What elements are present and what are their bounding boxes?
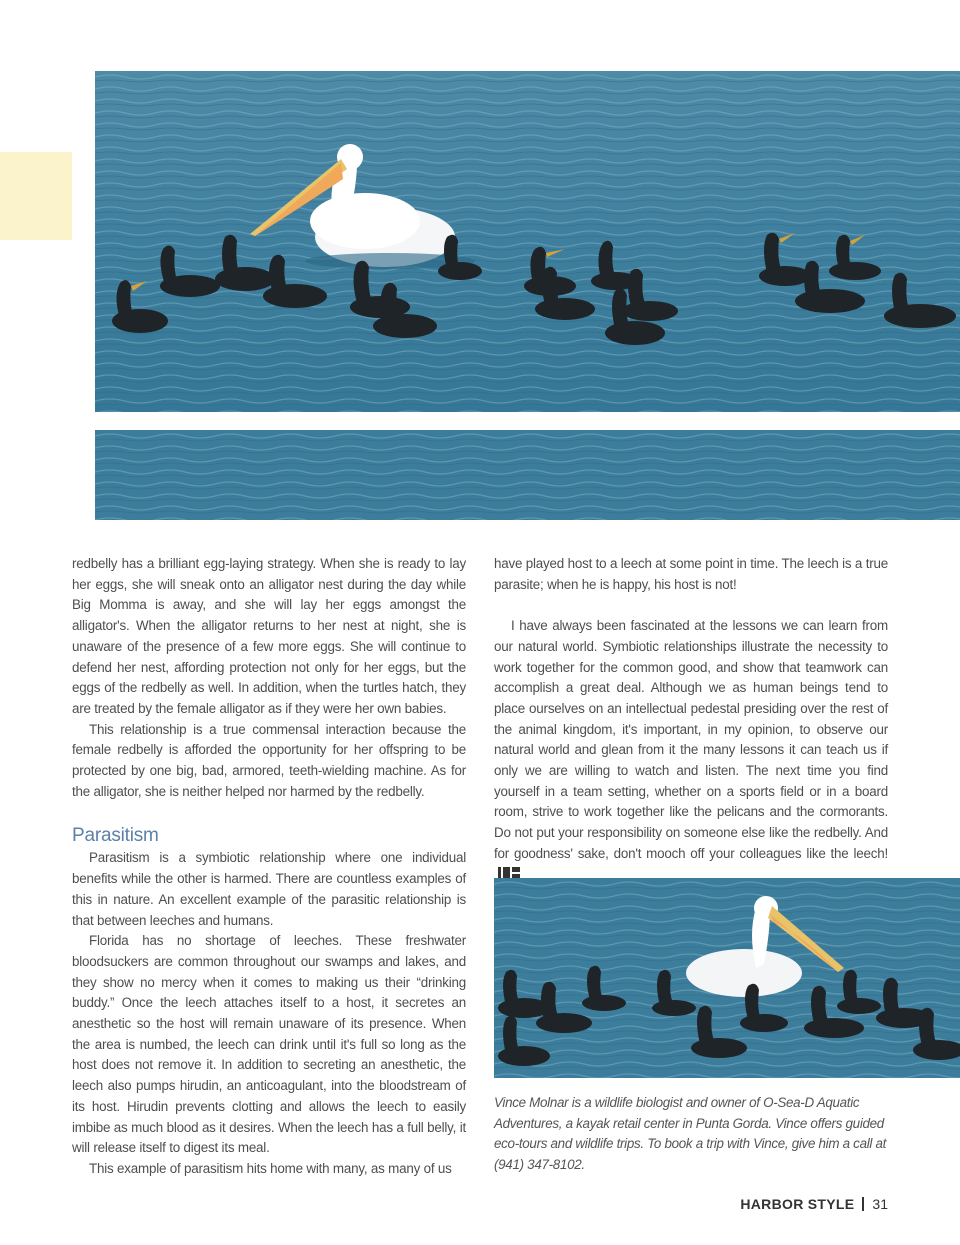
paragraph: redbelly has a brilliant egg-laying strategy. When she is ready to lay her eggs, she will sneak onto an alligator nest during the day while Big Momma is away, and she will lay her eggs amongst the alligator's. When the alligator returns to her nest at night, she is unaware of the presence of a few more eggs. She will continue to defend her nest, affording protection not only for her eggs, but the eggs of the redbelly as well. In addition, when the turtles hatch, they are treated by the female alligator as if they were her own babies. <box>72 556 466 716</box>
paragraph: have played host to a leech at some point in time. The leech is a true parasite; when he is happy, his host is not! <box>494 556 888 592</box>
page-number: 31 <box>872 1196 888 1212</box>
section-heading: Parasitism <box>72 825 159 847</box>
page-footer <box>740 1194 888 1214</box>
page-edge-tab <box>0 152 72 240</box>
paragraph <box>494 616 888 885</box>
paragraph: This relationship is a true commensal interaction because the female redbelly is afforded the opportunity for her offspring to be protected by one big, bad, armored, teeth-wielding machine. As for the alligator, she is neither helped nor harmed by the redbelly. <box>72 721 466 799</box>
right-column <box>494 554 888 885</box>
author-caption: Vince Molnar is a wildlife biologist and owner of O-Sea-D Aquatic Adventures, a kayak retail center in Punta Gorda. Vince offers guided eco-tours and wildlife trips. To book a trip with Vince, give him a call at (941) 347-8102. <box>494 1095 887 1173</box>
paragraph: Parasitism is a symbiotic relationship where one individual benefits while the other is harmed. There are countless examples of this in nature. An excellent example of the parasitic relationship is that between leeches and humans. <box>72 850 466 928</box>
pelican-cormorants-photo <box>95 71 960 412</box>
water-strip-photo <box>95 430 960 520</box>
paragraph: Florida has no shortage of leeches. These freshwater bloodsuckers are common throughout our swamps and lakes, and they show no mercy when it comes to making us their “drinking buddy.” Once the leech attaches itself to a host, it secretes an anesthetic so the host will remain unaware of its presence. When the area is numbed, the leech can drink until it's full so long as the host does not remove it. In addition to secreting an anesthetic, the leech also pumps hirudin, an anticoagulant, into the bloodstream of its host. Hirudin prevents clotting and allows the leech to easily imbibe as much blood as it desires. When the leech has a full belly, it will release itself to digest its meal. <box>72 933 466 1156</box>
pelican-cormorants-small-photo <box>494 878 960 1078</box>
paragraph: This example of parasitism hits home with many, as many of us <box>89 1160 452 1176</box>
paragraph-text: I have always been fascinated at the lessons we can learn from our natural world. Symbiotic relationships illustrate the necessity to work together for the common good, and show that teamwork can accomplish a great deal. Although we as human beings tend to place ourselves on an intellectual pedestal presiding over the rest of the animal kingdom, it's important, in my opinion, to observe our natural world and glean from it the many lessons it can teach us if only we are willing to watch and listen. The next time you find yourself in a team setting, whether on a sports field or in a board room, strive to work together like the pelicans and the cormorants. Do not put your responsibility on someone else like the redbelly. And for goodness' sake, don't mooch off your colleagues like the leech! <box>494 618 888 861</box>
footer-divider <box>862 1197 864 1211</box>
magazine-name: HARBOR STYLE <box>740 1196 855 1212</box>
left-column <box>72 554 466 1180</box>
